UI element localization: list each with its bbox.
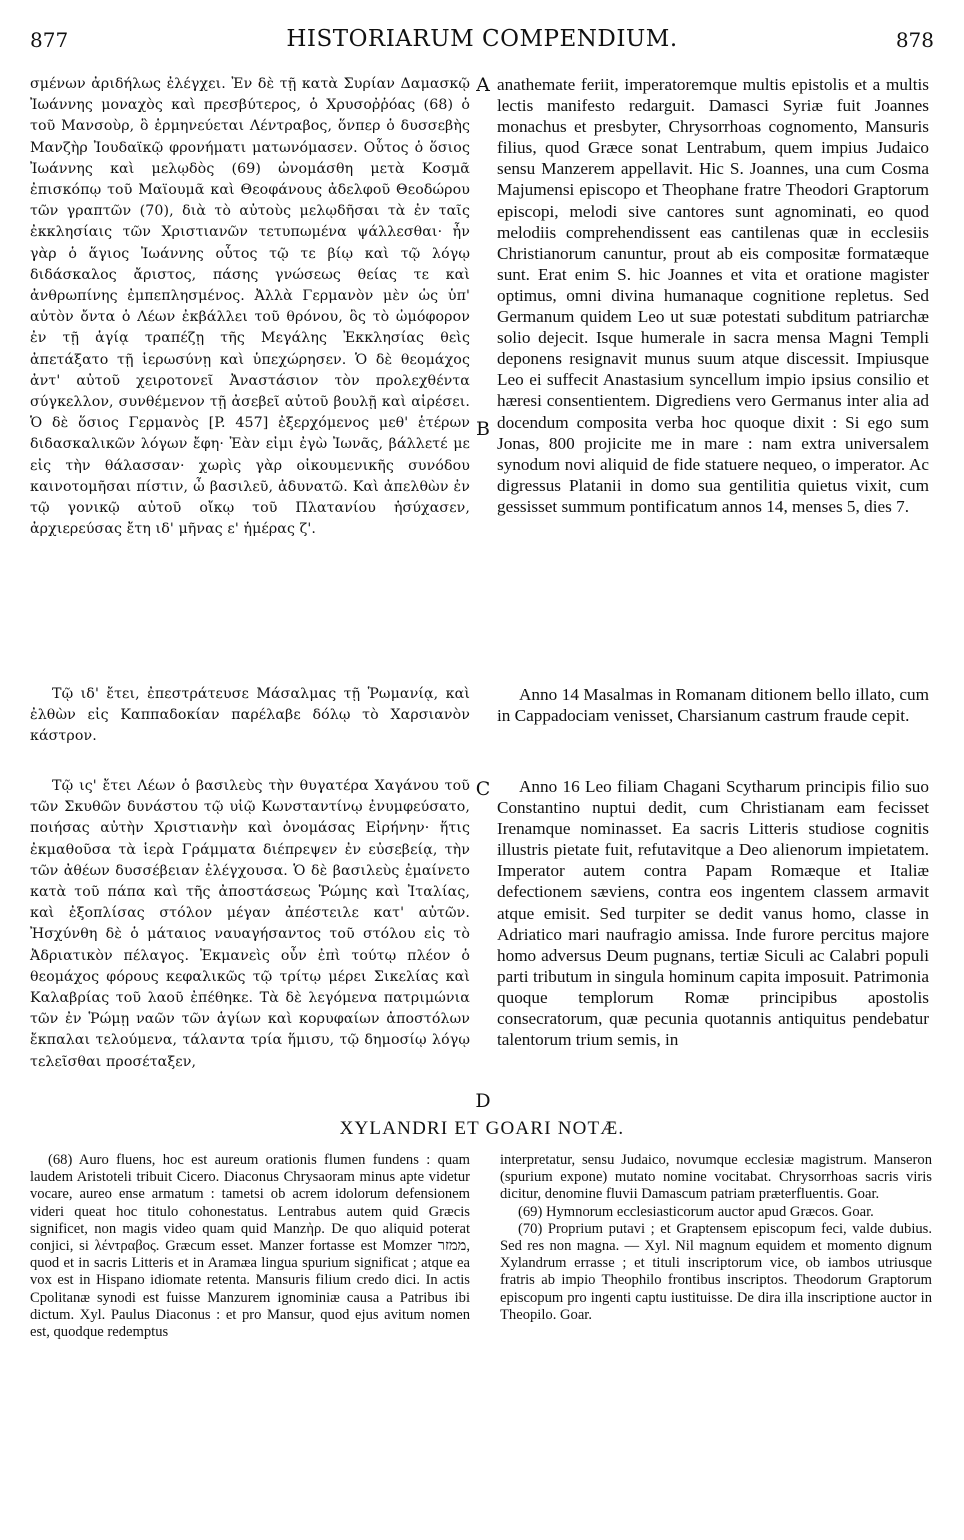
note-paragraph: interpretatur, sensu Judaico, novumque ecclesiæ magistrum. Manseron (spurium expone) mutato nomine vocitabat. Chrysorrhoas sacris viris dicitur, denomine fluvii Damascum patriam præterfluentis. Goar.	[500, 1152, 932, 1203]
page-number-right: 878	[895, 28, 934, 52]
latin-block-1	[497, 74, 929, 517]
greek-block-1	[30, 74, 470, 540]
section-marker-d: D	[475, 1090, 491, 1112]
page-number-left: 877	[30, 28, 69, 52]
greek-paragraph: Τῷ ιδ' ἔτει, ἐπεστράτευσε Μάσαλμας τῇ Ῥωμανίᾳ, καὶ ἐλθὼν εἰς Καππαδοκίαν παρέλαβε δόλῳ τὸ Χαρσιανὸν κάστρον.	[30, 686, 470, 745]
notes-heading: XYLANDRI ET GOARI NOTÆ.	[339, 1118, 625, 1139]
greek-block-3	[30, 776, 470, 1073]
section-marker-b: B	[476, 418, 490, 440]
note-paragraph: (68) Auro fluens, hoc est aureum orationis flumen fundens : quam laudem Aristoteli tribuit Cicero. Diaconus Chrysaoram minus apte videtur vocare, aureo ense armatum : tametsi ob acrem idolorum defensionem videri queat hoc titulo cohonestatus. Lentrabus autem quid Græcis significet, non magis video quam quid Manzὴρ. De quo aliquid poterat conjici, si λέντραβος. Græcum esset. Manzer fortasse est Momzer ממזר, quod et in sacris Litteris et in Aramæa lingua spurium significat ; atque ea vox est in Hispano idiomate retenta. Mansuris filium credo dici. In actis Cpolitanæ synodi est fuisse Manzurem ignominiæ causa a Patribus ibi dictum. Xyl. Paulus Diaconus : et pro Mansur, quod ejus avitum nomen est, quodque redemptus	[30, 1152, 470, 1341]
running-header	[30, 22, 934, 62]
latin-paragraph: anathemate feriit, imperatoremque multis epistolis et a multis lectis manifesto redarguit. Damasci Syriæ fuit Joannes monachus et presbyter, Chrysorrhoas cognomento, Mansuris filius, quod Græce sonat Lentrabum, quem impius Judaico sensu Manzerem appellavit. Hic S. Joannes, una cum Cosma Majumensi episcopo et Theophane fratre Theodori Graptorum episcopi, melodi sive cantores sunt agnominati, eo quod melodiis comprehendissent eas cantilenas quæ in ecclesiis Christianorum canuntur, prout ab eis compositæ formatæque sunt. Erat enim S. hic Joannes et vita et oratione magister optimus, omni divina humanaque cognitione repletus. Sed Germanum quidem Leo ut suæ potestati subditum patriarchæ solio dejecit. Isque humerale in sacra mensa Magni Templi deponens resignavit munus suum atque discessit. Impiusque Leo ei suffecit Anastasium syncellum impio ipsius consilio et hæresi consentientem. Digrediens vero Germanus inter alia ad docendum composita verba hoc quoque dixit : Si ego sum Jonas, 800 projicite me in mare : nam extra universalem synodum novi aliquid de fide statuere nequeo, o imperator. Ac digressus Platanii in domo sua gentilitia quietus vixit, cum gessisset summum pontificatum annos 14, menses 5, dies 7.	[497, 75, 929, 516]
section-marker-a: A	[476, 74, 490, 96]
latin-paragraph: Anno 16 Leo filiam Chagani Scytharum principis filio suo Constantino nuptui dedit, cum Christianam eam fecisset Irenamque nominasset. Ea sacris Litteris studiose cognitis illustris pietate fuit, refutavitque a Deo alienorum impietatem. Imperator autem contra Papam Romæque et Italiæ defectionem sæviens, contra eos ingentem classem armavit atque emisit. Sed turpiter se dedit vanus homo, classe in Adriatico mari naufragio amissa. Inde furore percitus majore homo adversus Deum pugnans, tertiæ Siculi ac Calabri populi parti tributum in singula hominum capita imposuit. Patrimonia quoque templorum Romæ principibus apostolis consecratorum, quæ pecunia quotannis antiquitus pendebatur talentorum trium semis, in	[497, 777, 929, 1050]
greek-block-2	[30, 684, 470, 748]
note-paragraph: (69) Hymnorum ecclesiasticorum auctor apud Græcos. Goar.	[518, 1203, 874, 1220]
notes-right-column	[500, 1152, 932, 1324]
latin-block-3	[497, 776, 929, 1050]
latin-paragraph: Anno 14 Masalmas in Romanam ditionem bello illato, cum in Cappadociam venisset, Charsianum castrum fraude cepit.	[497, 685, 929, 726]
note-paragraph: (70) Proprium putavi ; et Graptensem episcopum feci, valde dubius. Sed res non magna. — Xyl. Nil magnum equidem et momento dignum Xylandrum errasse ; et tituli inscriptorum vice, ob iambos utriusque fratris ab impio Theophilo frontibus inscriptos. Theodorum Graptorum episcopum pro ingenti captu iustituisse. De dira illa inscriptione auctor in Theopilo. Goar.	[500, 1220, 932, 1323]
greek-paragraph: Τῷ ις' ἔτει Λέων ὁ βασιλεὺς τὴν θυγατέρα Χαγάνου τοῦ τῶν Σκυθῶν δυνάστου τῷ υἱῷ Κωνσταντίνῳ ἐνυμφεύσατο, ποιήσας αὐτὴν Χριστιανὴν καὶ ὀνομάσας Εἰρήνην· ἥτις ἐκμαθοῦσα τὰ ἱερὰ Γράμματα διέπρεψεν ἐν εὐσεβείᾳ, τὴν τῶν ἀθέων δυσσέβειαν ἐλέγχουσα. Ὁ δὲ βασιλεὺς ἐμαίνετο κατὰ τοῦ πάπα καὶ τῆς ἀποστάσεως Ῥώμης καὶ Ἰταλίας, καὶ ἐξοπλίσας στόλον μέγαν ἀπέστειλε κατ' αὐτῶν. Ἠσχύνθη δὲ ὁ μάταιος ναυαγήσαντος τοῦ στόλου εἰς τὸ Ἀδριατικὸν πέλαγος. Ἐκμανεὶς οὖν ἐπὶ τούτῳ πλέον ὁ θεομάχος φόρους κεφαλικῶς τῷ τρίτῳ μέρει Σικελίας καὶ Καλαβρίας τοῦ λαοῦ ἐπέθηκε. Τὰ δὲ λεγόμενα πατριμώνια τῶν ἐν Ῥώμῃ ναῶν τῶν ἁγίων καὶ κορυφαίων ἀποστόλων ἔκπαλαι τελούμενα, τάλαντα τρία ἥμισυ, τῷ δημοσίῳ λόγῳ τελεῖσθαι προσέταξεν,	[30, 778, 470, 1070]
section-marker-c: C	[475, 778, 491, 800]
running-title: HISTORIARUM COMPENDIUM.	[286, 26, 678, 52]
greek-paragraph: σμένων ἀριδήλως ἐλέγχει. Ἐν δὲ τῇ κατὰ Συρίαν Δαμασκῷ Ἰωάννης μοναχὸς καὶ πρεσβύτερος, ὁ Χρυσοῤῥόας (68) ὁ τοῦ Μανσοὺρ, ὃ ἑρμηνεύεται Λέντραβος, ὅνπερ ὁ δυσσεβὴς Μανζὴρ Ἰουδαϊκῷ φρονήματι ματωνόμασεν. Οὗτος ὁ ὅσιος Ἰωάννης καὶ μελῳδὸς (69) ὠνομάσθη μετὰ Κοσμᾶ ἐπισκόπῳ τοῦ Μαϊουμᾶ καὶ Θεοφάνους ἀδελφοῦ Θεοδώρου τῶν γραπτῶν (70), διὰ τὸ αὐτοὺς μελῳδῆσαι τὰ ἐν ταῖς ἐκκλησίαις τῶν Χριστιανῶν τετυπωμένα ψάλλεσθαι· ἦν γὰρ ὁ ἅγιος Ἰωάννης οὗτος τῷ τε βίῳ καὶ τῷ λόγῳ διδάσκαλος ἄριστος, πάσης γνώσεως θείας τε καὶ ἀνθρωπίνης ἐμπεπλησμένος. Ἀλλὰ Γερμανὸν μὲν ὡς ὑπ' αὐτὸν ὄντα ὁ Λέων ἐκβάλλει τοῦ θρόνου, ὃς τὸ ὠμόφορον ἐν τῇ ἁγίᾳ τραπέζῃ τῆς Μεγάλης Ἐκκλησίας θεὶς ἀπετάξατο τῇ ἱερωσύνῃ καὶ ὑπεχώρησεν. Ὁ δὲ θεομάχος ἀντ' αὐτοῦ χειροτονεῖ Ἀναστάσιον τὸν προλεχθέντα σύγκελλον, συνθέμενον τῇ ἀσεβεῖ αὐτοῦ βουλῇ καὶ αἱρέσει. Ὁ δὲ ὅσιος Γερμανὸς [P. 457] ἐξερχόμενος μεθ' ἑτέρων διδασκαλικῶν λόγων ἔφη· Ἐὰν εἰμι ἐγὼ Ἰωνᾶς, βάλλετέ με εἰς τὴν θάλασσαν· χωρὶς γὰρ οἰκουμενικῆς συνόδου καινοτομῆσαι πίστιν, ὦ βασιλεῦ, ἀδυνατῶ. Καὶ ἀπελθὼν ἐν τῷ γονικῷ αὐτοῦ οἴκῳ τοῦ Πλατανίου ἡσύχασεν, ἀρχιερεύσας ἔτη ιδ' μῆνας ε' ἡμέρας ζ'.	[30, 76, 470, 538]
notes-left-column	[30, 1152, 470, 1341]
latin-block-2	[497, 684, 929, 726]
